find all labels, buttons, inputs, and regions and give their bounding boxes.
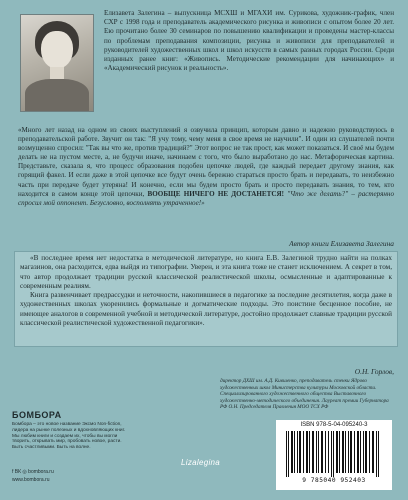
publisher-description: Бомбора – это новое название Эксмо Non-fiction, лидера на рынке полезных и вдохновляющих книг. Мы любим книги и создаем их, чтобы вы могли творить, открывать мир, пробовать новое, расти. Быть счастливыми. Быть на волне.: [12, 422, 126, 451]
review-paragraph-2: Книга развенчивает предрассудки и неточности, накопившиеся в педагогике за последние десятилетия, когда даже в художественных школах укоренились формальные и догматические подходы. Это поистине бесценное пособие, не имеющее аналогов в современной учебной и методической литературе, достойно продолжает славные традиции русской классической реалистической художественной педагогики».: [20, 291, 392, 328]
portrait-dress: [25, 79, 89, 112]
isbn-label: ISBN 978-5-04-095240-3: [300, 422, 368, 428]
author-quote-tail: "Что же делать?" – растерянно спросил мой оппонент. Безусловно, восполнять утраченное!»: [18, 189, 394, 207]
reviewer-description: директор ДХШ им. А.Д. Кившенко, преподаватель стенки Ядрово художественных школ Министерства культуры Московской области. Специализированного художественного общества Выставочного художественно-методического объединения. Лауреат премии Губернатора РФ О.Н. Председателя Правления МОО ТСХ РФ: [220, 378, 389, 411]
publisher-brand: БОМБОРА: [12, 410, 62, 420]
author-quote-text: «Много лет назад на одном из своих выступлений я озвучила принцип, которым давно и надежно руководствуюсь в преподавательской работе. Звучит он так: "Я учу тому, чему меня в свое время не научили". И один из слушателей почти возмущенно спросил: "Так вы что же, против традиций?" Этот вопрос не так прост, как может показаться. И своё мы будем делать не на пустом месте, а, не будучи иначе, начинаем с того, что было выработано до нас. Метафорическая картина. Представьте, сказала я, что процесс образования подобен цепочке людей, где каждый передает другому знания, как горящий факел. И если даже в этой цепочке все будут очень бережно стараться просто брать и передавать, то неизбежно часть при передаче будет утеряна! И конечно, если мы будем просто брать и просто передавать знания, то тем, кто находится в самом конце этой цепочки,: [18, 126, 394, 198]
portrait-face: [41, 31, 73, 69]
author-bio: Елизавета Залегина – выпускница МСХШ и МГАХИ им. Сурикова, художник-график, член СХР с 1998 года и преподаватель академического рисунка и живописи с опытом более 20 лет. Ею прочитано более 30 семинаров по повышению квалификации и проведены мастер-классы по проблемам преподавания композиции, рисунка и живописи для преподавателей и руководителей художественных школ и школ искусств в самых разных городах России. Среди изданных ранее книг: «Живопись. Методические рекомендации для начинающих» и «Академический рисунок и реальность».: [104, 9, 394, 73]
isbn-block: [276, 420, 392, 490]
series-logo: Lizalegina: [181, 458, 221, 467]
author-signature: Автор книги Елизавета Залегина: [289, 239, 394, 248]
barcode-icon: [284, 431, 384, 477]
reviewer-name: О.Н. Горлов,: [354, 367, 394, 376]
social-links: f ВК ◎ bombora.ru: [12, 469, 54, 475]
author-quote-emphasis: ВООБЩЕ НИЧЕГО НЕ ДОСТАНЕТСЯ!: [147, 189, 284, 198]
review-text: [20, 254, 392, 328]
author-quote: [18, 126, 394, 208]
author-portrait: [20, 14, 94, 112]
review-paragraph-1: «В последнее время нет недостатка в методической литературе, но книга Е.В. Залегиной трудно найти на полках магазинов, она расходится, едва выйдя из типографии. Уверен, и эта книга тоже не станет исключением. А секрет в том, что автор продолжает традиции русской классической реалистической школы, осмысленные и адаптированные к современным реалиям.: [20, 254, 392, 290]
publisher-site: www.bombora.ru: [12, 477, 50, 483]
barcode-number: 9 785040 952403: [302, 477, 366, 484]
